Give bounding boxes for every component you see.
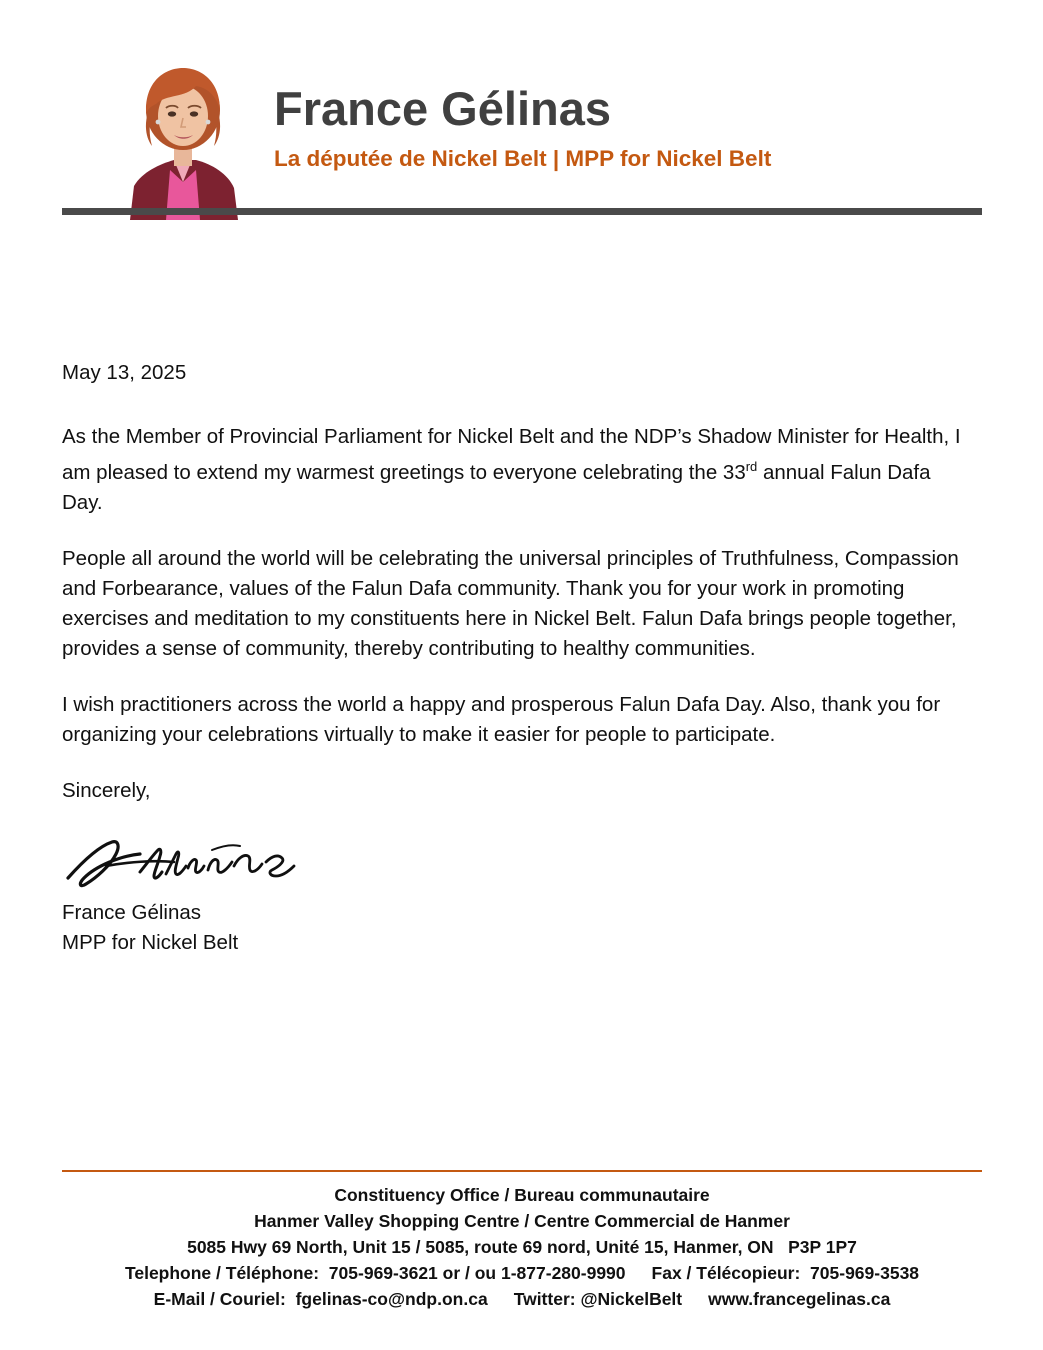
footer-address-street: 5085 Hwy 69 North, Unit 15 / 5085, route 69 nord, Unité 15, Hanmer, ON P3P 1P7	[187, 1237, 857, 1257]
footer-website[interactable]: www.francegelinas.ca	[708, 1289, 891, 1309]
letter-body	[62, 358, 972, 958]
paragraph-1-text-b: annual Falun Dafa Day.	[62, 460, 931, 514]
letterhead-divider	[62, 208, 982, 215]
letter-date: May 13, 2025	[62, 361, 187, 384]
handwritten-signature	[62, 832, 322, 894]
signer-name: France Gélinas	[62, 900, 202, 924]
footer-fax: Fax / Télécopieur: 705-969-3538	[651, 1263, 920, 1283]
footer-contact-online-row	[62, 1286, 982, 1312]
footer-address-centre: Hanmer Valley Shopping Centre / Centre Commercial de Hanmer	[254, 1211, 790, 1231]
subtitle-french: La députée de Nickel Belt	[274, 146, 547, 172]
letterhead	[62, 48, 982, 220]
signer-title: MPP for Nickel Belt	[62, 930, 239, 954]
letter-paragraph-1	[62, 422, 972, 518]
footer	[62, 1170, 982, 1312]
letter-closing: Sincerely,	[62, 778, 151, 802]
letter-paragraph-3: I wish practitioners across the world a happy and prosperous Falun Dafa Day. Also, thank you for organizing your celebrations virtually to make it easier for people to participate.	[62, 692, 941, 746]
footer-contact-phone-row	[62, 1260, 982, 1286]
letter-signoff	[62, 776, 972, 958]
subtitle-separator: |	[552, 146, 560, 172]
page-title: France Gélinas	[274, 82, 611, 135]
letter-paragraph-2: People all around the world will be celebrating the universal principles of Truthfulness, Compassion and Forbearance, values of the Falun Dafa community. Thank you for your work in promoting exercises and meditation to my constituents here in Nickel Belt. Falun Dafa brings people together, provides a sense of community, thereby contributing to healthy communities.	[62, 546, 959, 660]
footer-office: Constituency Office / Bureau communautaire	[334, 1185, 710, 1205]
footer-divider	[62, 1170, 982, 1172]
letterhead-subtitle	[274, 145, 974, 172]
footer-twitter[interactable]: Twitter: @NickelBelt	[513, 1289, 683, 1309]
letterhead-name-block	[274, 84, 974, 172]
footer-telephone: Telephone / Téléphone: 705-969-3621 or / ou 1-877-280-9990	[124, 1263, 626, 1283]
paragraph-1-text-a: As the Member of Provincial Parliament for Nickel Belt and the NDP’s Shadow Minister for Health, I am pleased to extend my warmest greetings to everyone celebrating the 33	[62, 425, 961, 484]
footer-email[interactable]: E-Mail / Couriel: fgelinas-co@ndp.on.ca	[153, 1289, 488, 1309]
subtitle-english: MPP for Nickel Belt	[565, 146, 772, 172]
ordinal-suffix: rd	[745, 459, 758, 474]
portrait-photo	[122, 54, 244, 220]
